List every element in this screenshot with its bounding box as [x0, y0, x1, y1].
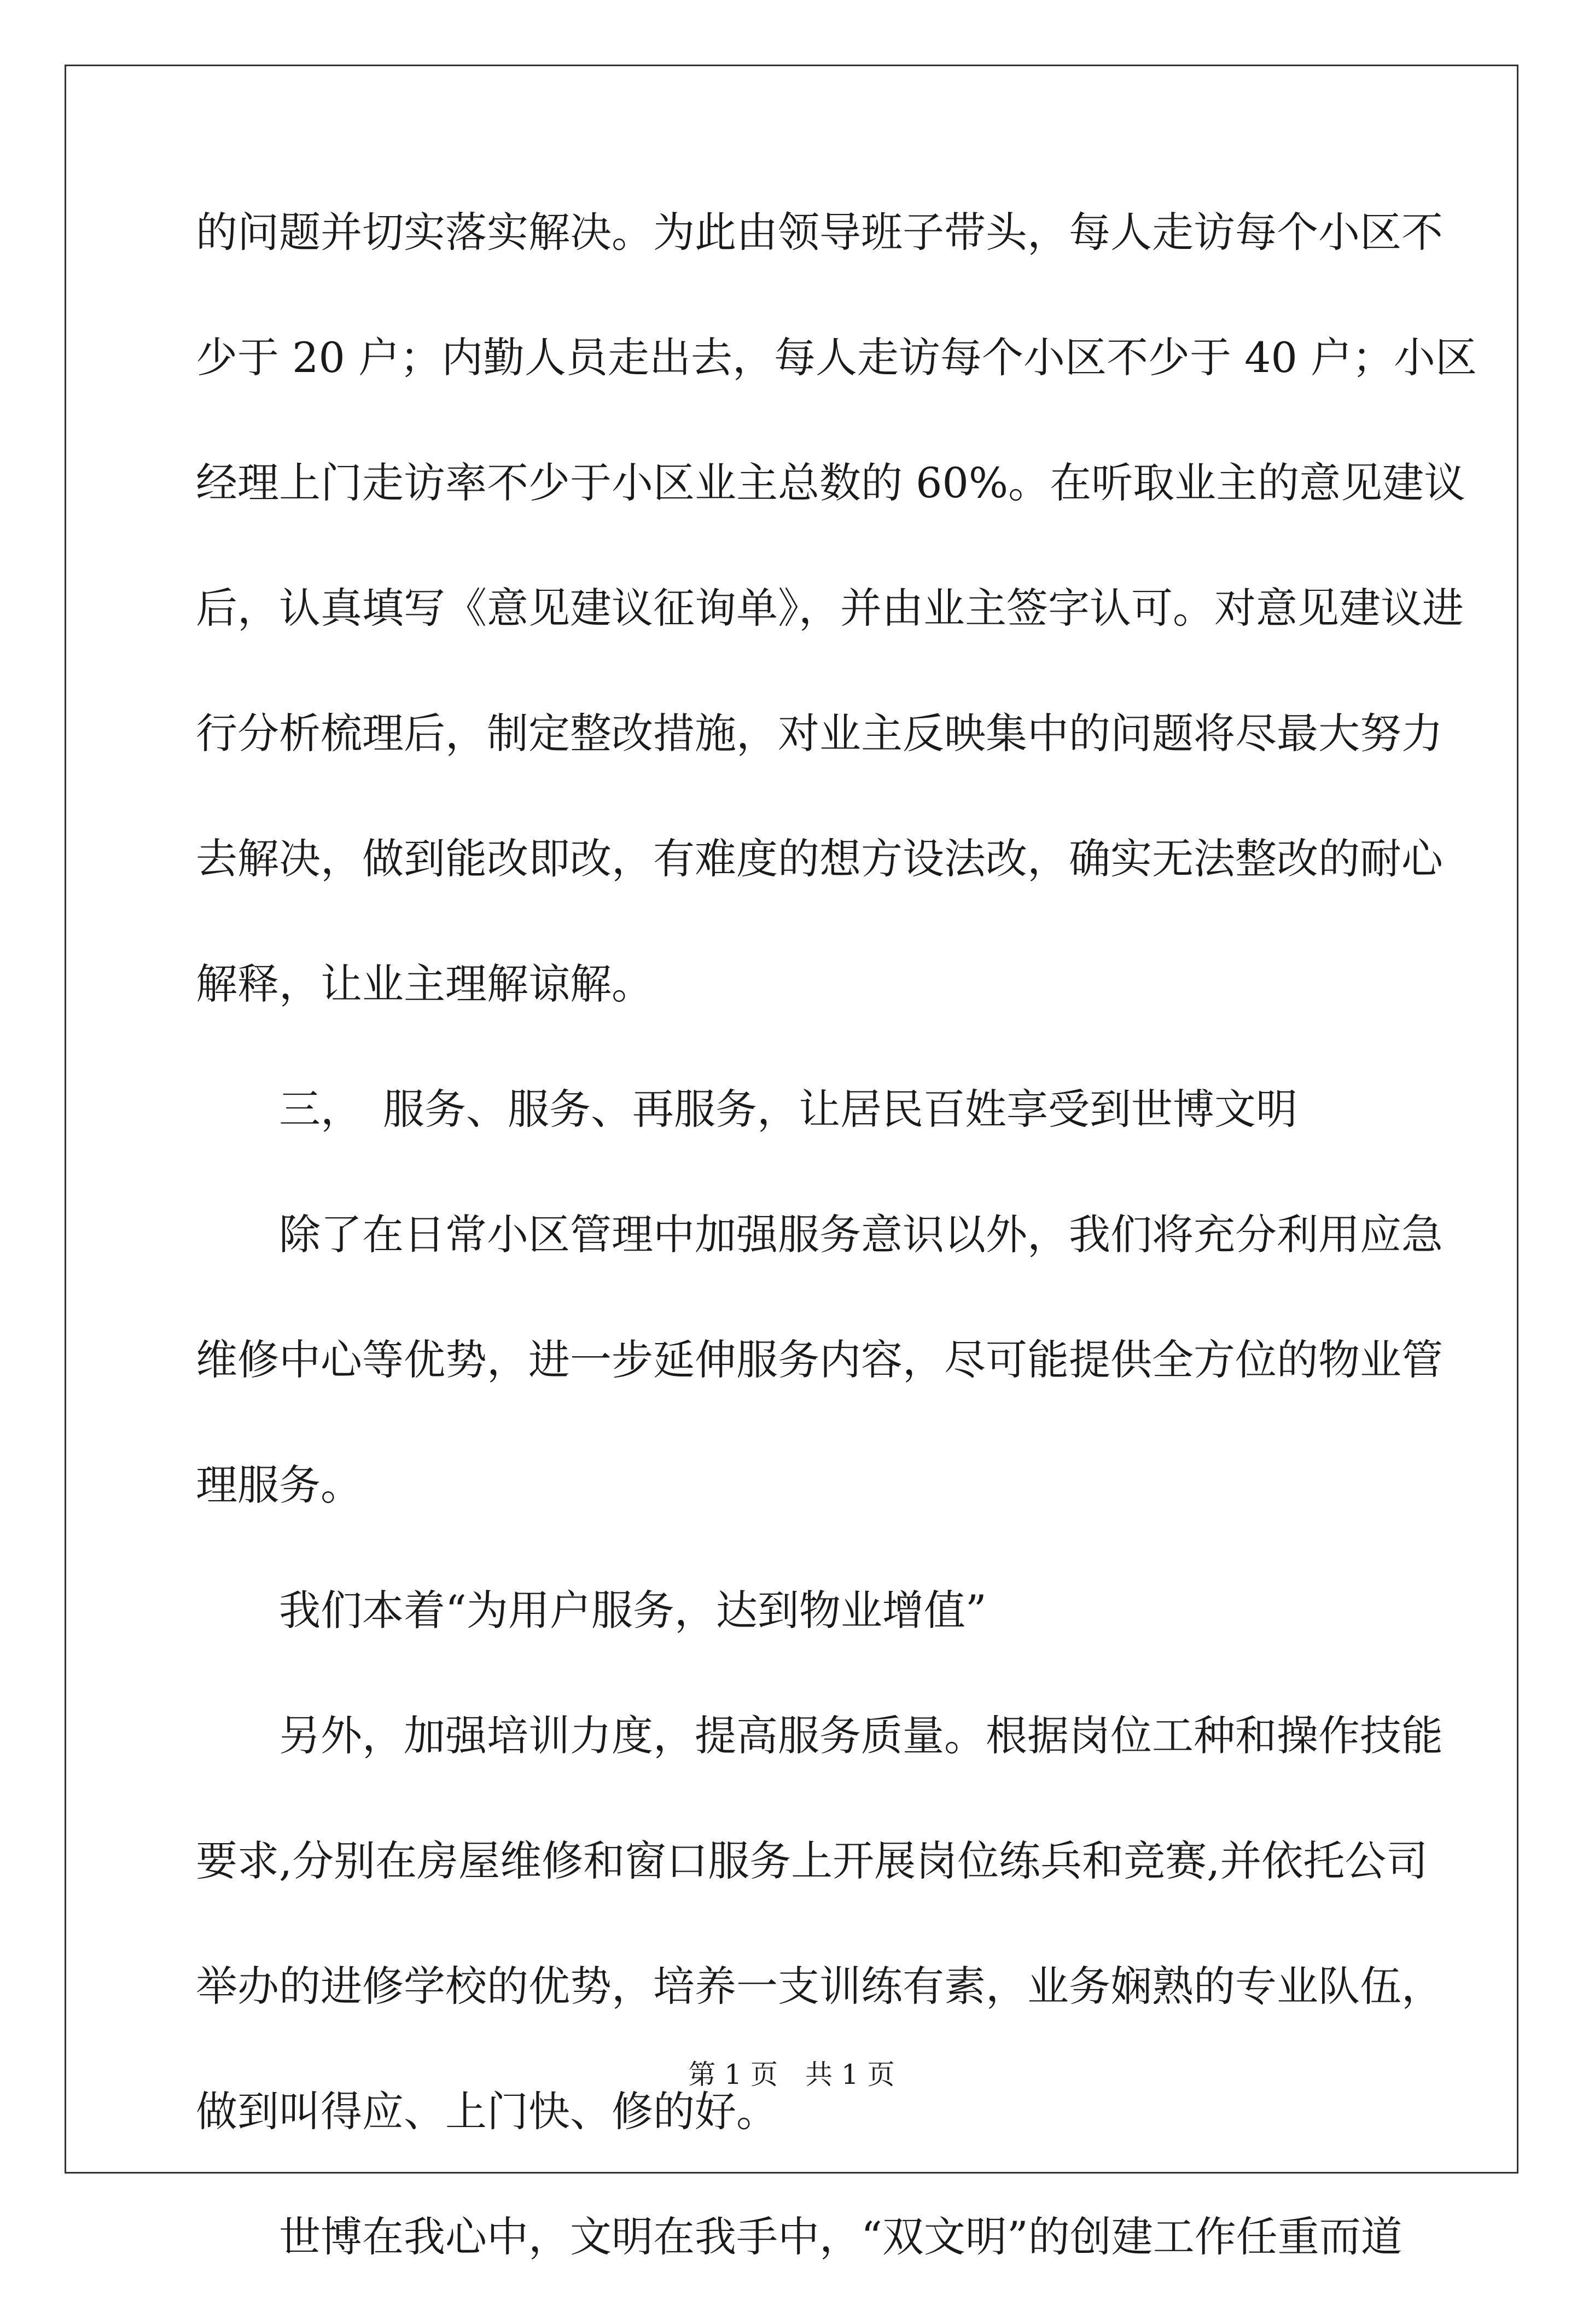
text-line: 另外，加强培训力度，提高服务质量。根据岗位工种和操作技能: [279, 1711, 1443, 1760]
text-line: 我们本着“为用户服务，达到物业增值”: [279, 1586, 987, 1635]
text-line: 去解决，做到能改即改，有难度的想方设法改，确实无法整改的耐心: [196, 834, 1443, 883]
text-line: 后，认真填写《意见建议征询单》，并由业主签字认可。对意见建议进: [196, 584, 1464, 632]
text-line: 除了在日常小区管理中加强服务意识以外，我们将充分利用应急: [279, 1210, 1443, 1259]
text-line: 解释，让业主理解谅解。: [196, 960, 653, 1008]
text-line: 世博在我心中，文明在我手中，“双文明”的创建工作任重而道: [279, 2212, 1402, 2261]
text-line: 维修中心等优势，进一步延伸服务内容，尽可能提供全方位的物业管: [196, 1335, 1443, 1384]
text-line: 经理上门走访率不少于小区业主总数的 60%。在听取业主的意见建议: [196, 458, 1466, 507]
text-line: 理服务。: [196, 1461, 362, 1509]
text-line: 少于 20 户；内勤人员走出去，每人走访每个小区不少于 40 户；小区: [196, 333, 1477, 382]
page-footer: 第 1 页 共 1 页: [688, 2059, 895, 2090]
text-line: 举办的进修学校的优势，培养一支训练有素，业务娴熟的专业队伍，: [196, 1962, 1443, 2011]
document-body: [196, 194, 1477, 2324]
text-line: 做到叫得应、上门快、修的好。: [196, 2087, 778, 2136]
section-heading: 三， 服务、服务、再服务，让居民百姓享受到世博文明: [279, 1085, 1297, 1134]
text-line: 行分析梳理后，制定整改措施，对业主反映集中的问题将尽最大努力: [196, 709, 1443, 758]
text-line: 的问题并切实落实解决。为此由领导班子带头，每人走访每个小区不: [196, 208, 1443, 257]
text-line: 要求,分别在房屋维修和窗口服务上开展岗位练兵和竞赛,并依托公司: [196, 1837, 1428, 1885]
